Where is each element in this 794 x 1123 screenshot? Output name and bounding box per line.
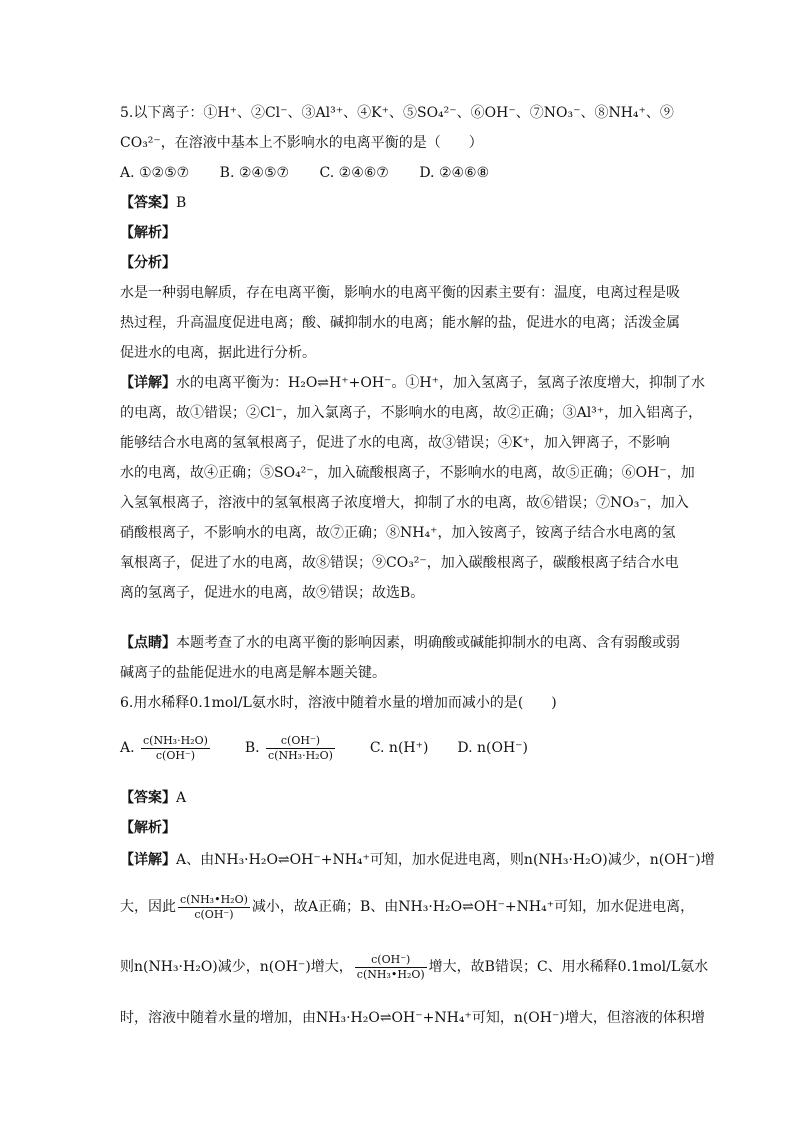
q5-detail-line4: 水的电离，故④正确；⑤SO₄²⁻，加入硫酸根离子，不影响水的电离，故⑤正确；⑥OH⁻，加 <box>120 465 695 481</box>
detail-tag: 【详解】 <box>120 375 176 391</box>
answer-value: B <box>176 195 187 211</box>
q6-detail-line4: 时，溶液中随着水量的增加，由NH₃·H₂O⇌OH⁻+NH₄⁺可知，n(OH⁻)增大，但溶液的体积增 <box>120 1010 705 1026</box>
q6-detail-line1: 【详解】A、由NH₃·H₂O⇌OH⁻+NH₄⁺可知，加水促进电离，则n(NH₃·H₂O)减少，n(OH⁻)增 <box>120 852 715 868</box>
answer-tag: 【答案】 <box>120 790 176 806</box>
q6-detail-line3: 则n(NH₃·H₂O)减少，n(OH⁻)增大， $\frac{c(OH^-)}{\text{c(NH₃•H₂O)}}$ 增大，故B错误；C、用水稀释0.1mol/L氨水 <box>120 952 709 981</box>
q5-comment-line1: 【点睛】本题考查了水的电离平衡的影响因素，明确酸或碱能抑制水的电离、含有弱酸或弱 <box>120 635 680 651</box>
q6-option-d: D. n(OH⁻) <box>457 740 529 756</box>
q6-option-b-label: B. <box>244 740 260 756</box>
q5-fenxi-line1: 水是一种弱电解质，存在电离平衡，影响水的电离平衡的因素主要有：温度，电离过程是吸 <box>120 285 680 301</box>
q6-detail-fraction-1: $\frac{\text{c(NH₃•H₂O)}}{c(OH^-)}$ <box>180 892 248 921</box>
q5-detail-line5: 入氢氧根离子，溶液中的氢氧根离子浓度增大，抑制了水的电离，故⑥错误；⑦NO₃⁻，加入 <box>120 495 689 511</box>
q5-option-a: A. ①②⑤⑦ <box>120 165 190 181</box>
q6-stem: 6.用水稀释0.1mol/L氨水时，溶液中随着水量的增加而减小的是( ) <box>120 695 557 711</box>
q6-analysis-tag: 【解析】 <box>120 820 176 836</box>
q6-options <box>120 728 680 768</box>
answer-tag: 【答案】 <box>120 195 176 211</box>
q5-detail-line8: 离的氢离子，促进水的电离，故⑨错误；故选B。 <box>120 585 425 601</box>
q5-stem-line2: CO₃²⁻，在溶液中基本上不影响水的电离平衡的是（ ） <box>120 135 483 151</box>
q5-fenxi-line3: 促进水的电离，据此进行分析。 <box>120 345 316 361</box>
q5-option-c: C. ②④⑥⑦ <box>319 165 389 181</box>
q5-detail-line2: 的电离，故①错误；②Cl⁻，加入氯离子，不影响水的电离，故②正确；③Al³⁺，加入铝离子， <box>120 405 703 421</box>
detail-tag: 【详解】 <box>120 852 176 868</box>
q6-answer <box>120 788 680 808</box>
q5-stem-line1: 5.以下离子：①H⁺、②Cl⁻、③Al³⁺、④K⁺、⑤SO₄²⁻、⑥OH⁻、⑦NO₃⁻、⑧NH₄⁺、⑨ <box>120 105 674 121</box>
q5-detail-line1: 【详解】水的电离平衡为：H₂O⇌H⁺+OH⁻。①H⁺，加入氢离子，氢离子浓度增大，抑制了水 <box>120 375 706 391</box>
q5-detail-line7: 氧根离子，促进了水的电离，故⑧错误；⑨CO₃²⁻，加入碳酸根离子，碳酸根离子结合水电 <box>120 555 679 571</box>
q5-option-b: B. ②④⑤⑦ <box>219 165 290 181</box>
q5-fenxi-tag: 【分析】 <box>120 255 176 271</box>
q5-detail-line6: 硝酸根离子，不影响水的电离，故⑦正确；⑧NH₄⁺，加入铵离子，铵离子结合水电离的氢 <box>120 525 676 541</box>
q5-options <box>120 163 680 183</box>
q6-option-b-fraction: $\frac{c(OH^-)}{\text{c(NH₃·H₂O)}}$ <box>268 733 333 762</box>
q5-fenxi-line2: 热过程，升高温度促进电离；酸、碱抑制水的电离；能水解的盐，促进水的电离；活泼金属 <box>120 315 680 331</box>
q6-detail-line2: 大，因此 $\frac{\text{c(NH₃•H₂O)}}{c(OH^-)}$ 减小，故A正确；B、由NH₃·H₂O⇌OH⁻+NH₄⁺可知，加水促进电离， <box>120 892 695 921</box>
q5-option-d: D. ②④⑥⑧ <box>419 165 490 181</box>
q5-answer <box>120 193 680 213</box>
q6-option-a-label: A. <box>120 740 135 756</box>
answer-value: A <box>176 790 187 806</box>
q6-detail-fraction-2: $\frac{c(OH^-)}{\text{c(NH₃•H₂O)}}$ <box>356 952 425 981</box>
comment-tag: 【点睛】 <box>120 635 176 651</box>
q5-analysis-tag: 【解析】 <box>120 225 176 241</box>
q5-comment-line2: 碱离子的盐能促进水的电离是解本题关键。 <box>120 665 386 681</box>
q5-detail-line3: 能够结合水电离的氢氧根离子，促进了水的电离，故③错误；④K⁺，加入钾离子，不影响 <box>120 435 670 451</box>
q6-option-c: C. n(H⁺) <box>369 740 429 756</box>
q6-option-a-fraction: $\frac{\text{c(NH₃·H₂O)}}{c(OH^-)}$ <box>143 733 208 762</box>
